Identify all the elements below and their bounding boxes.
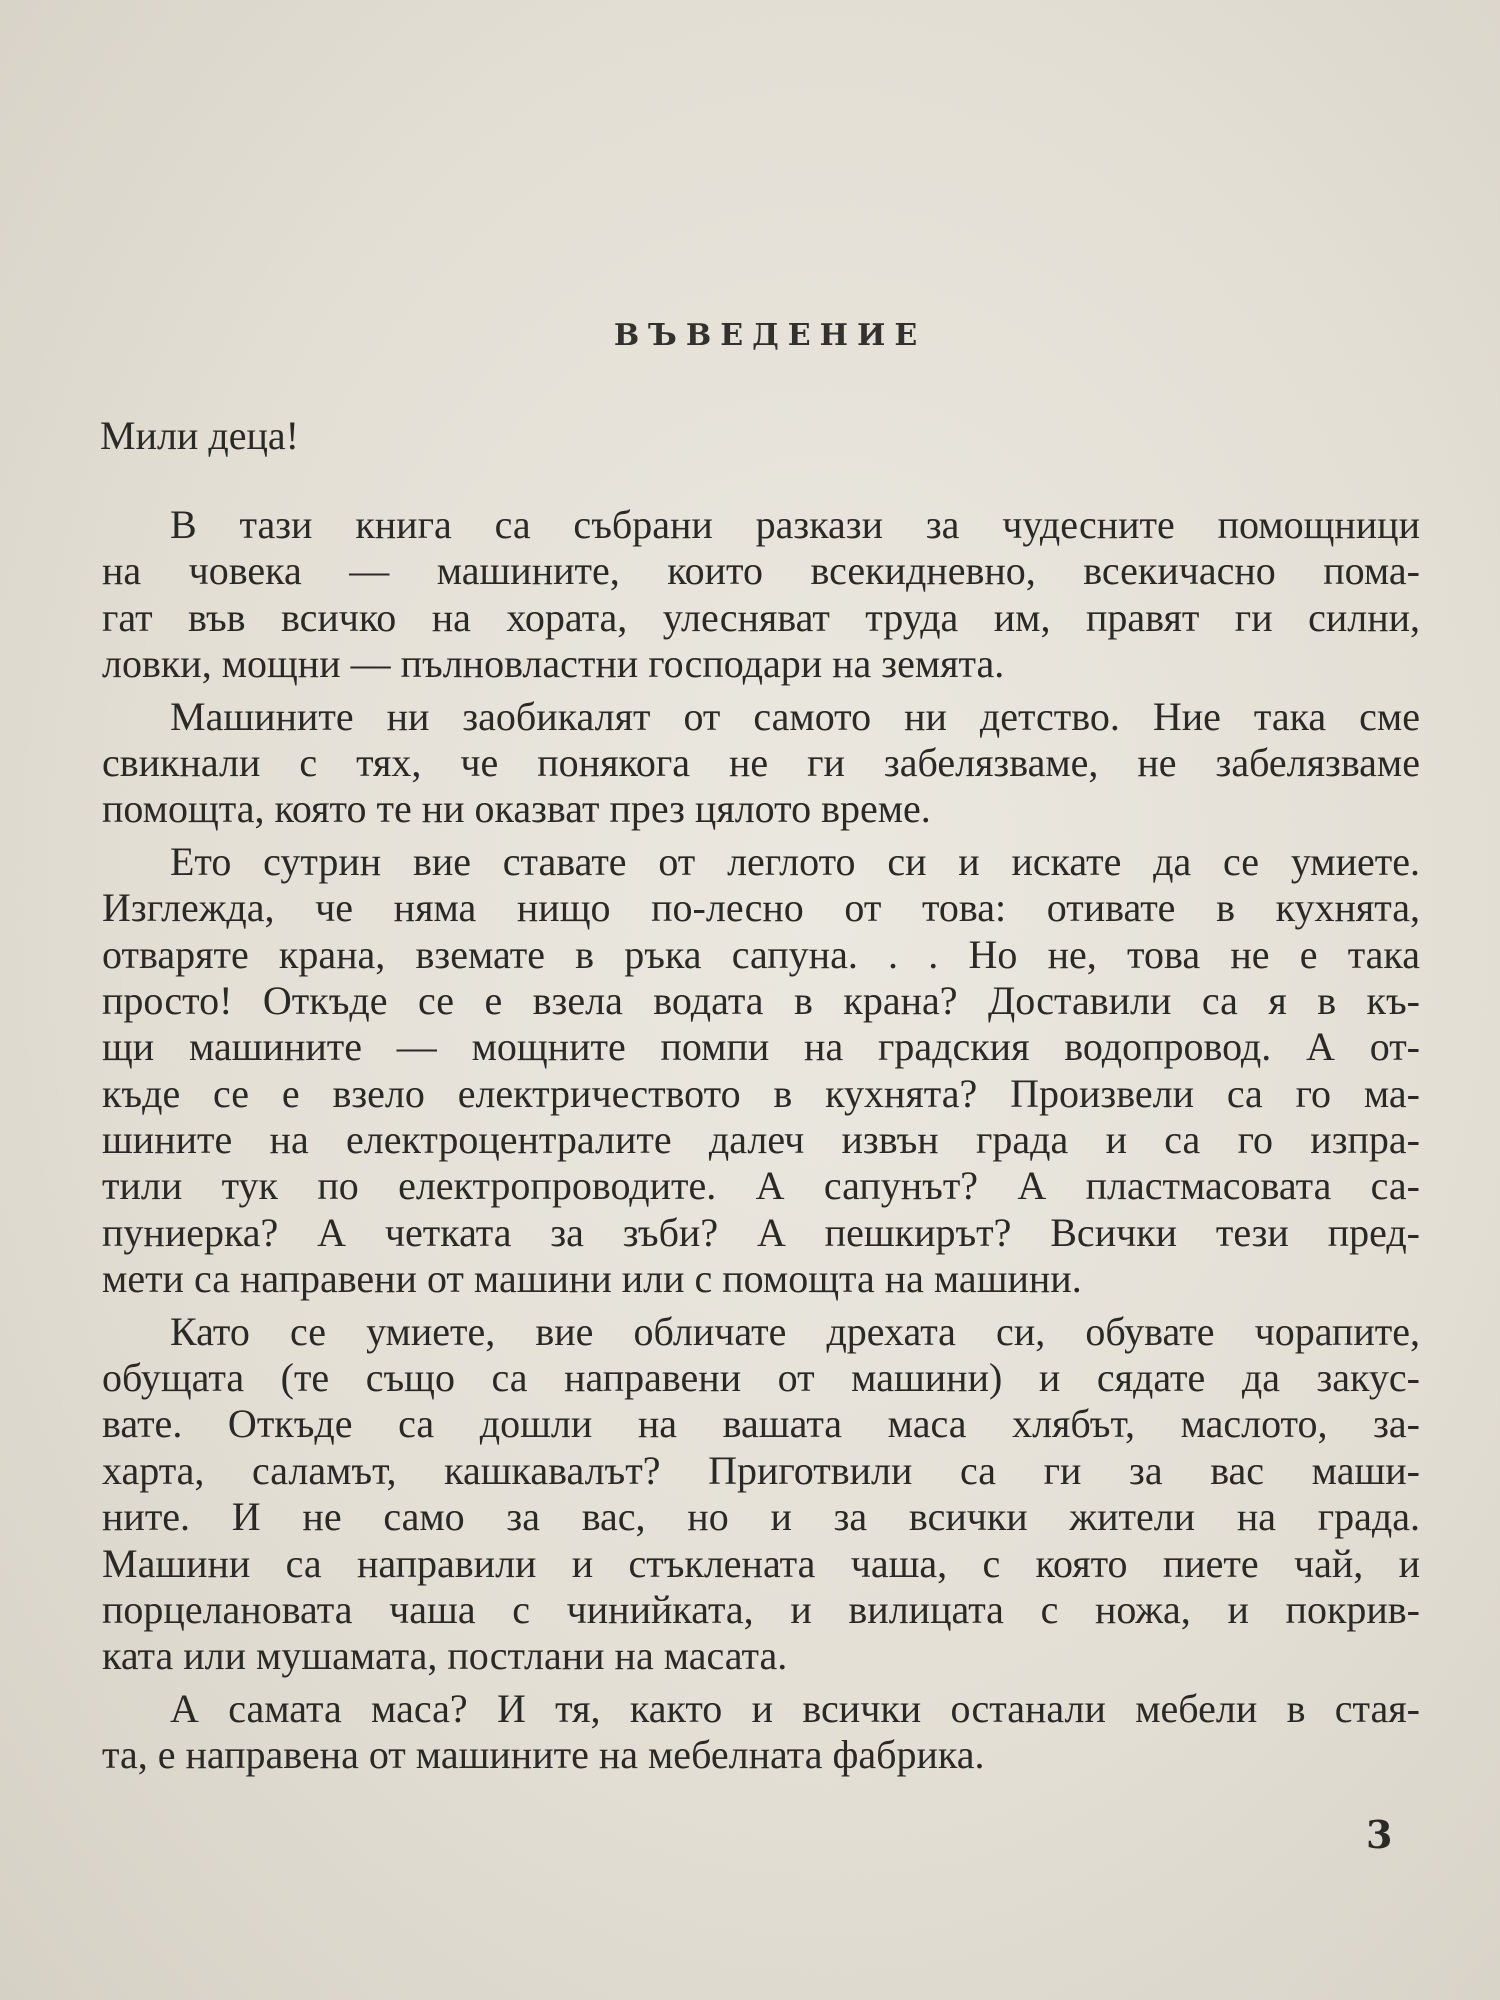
text-line: ловки, мощни — пълновластни господари на земята.	[102, 641, 1005, 687]
body-text	[102, 502, 1420, 1785]
text-line: ните. И не само за вас, но и за всички жители на града.	[102, 1494, 1420, 1540]
text-line: мети са направени от машини или с помощта на машини.	[102, 1256, 1082, 1302]
text-line: къде се е взело електричеството в кухнята? Произвели са го ма-	[102, 1070, 1420, 1116]
text-line: шините на електроцентралите далеч извън града и са го изпра-	[102, 1117, 1420, 1163]
text-line: харта, саламът, кашкавалът? Приготвили са ги за вас маши-	[102, 1447, 1420, 1493]
text-line: пуниерка? А четката за зъби? А пешкирът? Всички тези пред-	[102, 1209, 1420, 1255]
text-line: Изглежда, че няма нищо по-лесно от това: отивате в кухнята,	[102, 885, 1420, 931]
text-line: А самата маса? И тя, както и всички останали мебели в стая-	[170, 1685, 1420, 1731]
paragraph	[102, 694, 1420, 833]
greeting: Мили деца!	[100, 413, 299, 458]
text-line: вате. Откъде са дошли на вашата маса хлябът, маслото, за-	[102, 1401, 1420, 1447]
text-line: гат във всичко на хората, улесняват труда им, правят ги силни,	[102, 594, 1420, 640]
paragraph	[102, 502, 1420, 688]
text-line: ката или мушамата, постлани на масата.	[102, 1633, 788, 1679]
text-line: отваряте крана, вземате в ръка сапуна. . . Но не, това не е така	[102, 931, 1420, 977]
text-line: В тази книга са събрани разкази за чудесните помощници	[170, 502, 1420, 547]
text-line: на човека — машините, които всекидневно, всекичасно пома-	[102, 548, 1420, 594]
text-line: просто! Откъде се е взела водата в крана? Доставили са я в къ-	[102, 977, 1420, 1023]
text-line: щи машините — мощните помпи на градския водопровод. А от-	[102, 1024, 1420, 1070]
text-line: Машините ни заобикалят от самото ни детство. Ние така сме	[170, 693, 1420, 739]
page-number: 3	[1366, 1812, 1393, 1857]
text-line: тили тук по електропроводите. А сапунът? А пластмасовата са-	[102, 1163, 1420, 1209]
paragraph	[102, 839, 1420, 1303]
chapter-title: ВЪВЕДЕНИЕ	[613, 318, 927, 353]
text-line: та, е направена от машините на мебелната фабрика.	[102, 1732, 985, 1778]
text-line: Като се умиете, вие обличате дрехата си, обувате чорапите,	[170, 1308, 1420, 1354]
text-line: Ето сутрин вие ставате от леглото си и искате да се умиете.	[170, 838, 1420, 884]
text-line: порцелановата чаша с чинийката, и вилицата с ножа, и покрив-	[102, 1586, 1420, 1632]
text-line: Машини са направили и стъклената чаша, с която пиете чай, и	[102, 1540, 1420, 1586]
paragraph	[102, 1686, 1420, 1779]
text-line: обущата (те също са направени от машини) и сядате да закус-	[102, 1355, 1420, 1401]
text-line: свикнали с тях, че понякога не ги забелязваме, не забелязваме	[102, 739, 1420, 785]
text-line: помощта, която те ни оказват през цялото време.	[102, 786, 931, 832]
paragraph	[102, 1309, 1420, 1680]
